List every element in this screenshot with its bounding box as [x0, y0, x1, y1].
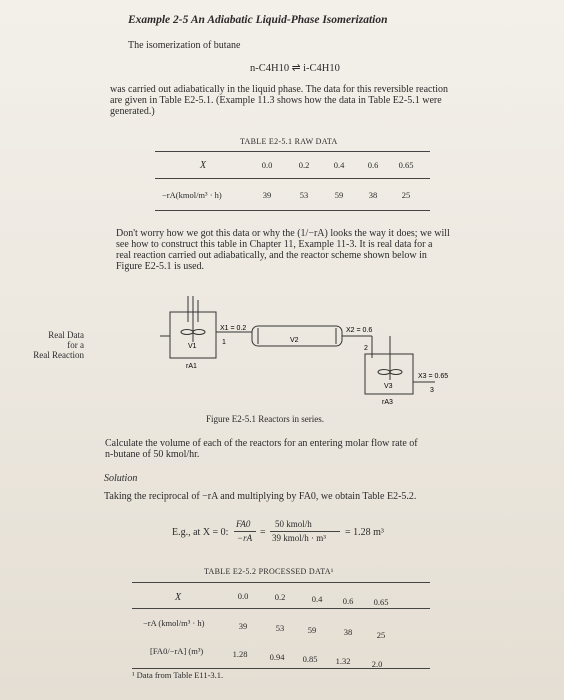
- table2-cell: 1.28: [232, 649, 248, 659]
- table2-cell: 0.85: [302, 654, 318, 664]
- eq-equals: =: [260, 527, 266, 538]
- table1-cell: 38: [368, 190, 378, 200]
- table1-cell: 0.4: [333, 160, 345, 170]
- table2-cell: 0.94: [269, 652, 285, 662]
- equation-prefix: E.g., at X = 0:: [172, 527, 229, 538]
- table2-row2-label: −rA (kmol/m³ · h): [143, 618, 205, 628]
- eq-frac2-num: 50 kmol/h: [275, 519, 312, 529]
- table2-cell: 0.6: [342, 596, 354, 606]
- paragraph-1-line-2: are given in Table E2-5.1. (Example 11.3 shows how the data in Table E2-5.1 were: [110, 95, 442, 106]
- v3-label: V3: [384, 383, 393, 390]
- table2-cell: 1.32: [335, 656, 351, 666]
- paragraph-1: [110, 84, 490, 117]
- table2-cell: 59: [307, 625, 317, 635]
- table2-cell: 2.0: [371, 659, 383, 669]
- node-1-label: 1: [222, 339, 226, 346]
- table1-cell: 0.0: [261, 160, 273, 170]
- margin-note: [24, 330, 84, 360]
- paragraph-2-line-2: see how to construct this table in Chapter 11, Example 11-3. It is real data for a: [116, 239, 433, 250]
- table2-footnote: ¹ Data from Table E11-3.1.: [132, 670, 224, 680]
- reaction-equation: n-C4H10 ⇌ i-C4H10: [250, 63, 340, 74]
- paragraph-2-line-3: real reaction carried out adiabatically, and the reactor scheme shown below in: [116, 250, 427, 261]
- table1-cell: 39: [262, 190, 272, 200]
- margin-note-line-2: for a: [67, 340, 84, 350]
- table1-cell: 0.65: [398, 160, 414, 170]
- eq-frac1-den: −rA: [237, 533, 253, 543]
- cstr-3: [365, 336, 435, 394]
- table1-cell: 25: [401, 190, 411, 200]
- table2-bottom-rule: [132, 668, 430, 669]
- ra3-label: rA3: [382, 399, 393, 406]
- table2-cell: 25: [376, 630, 386, 640]
- table2-cell: 0.2: [274, 592, 286, 602]
- table1-caption: TABLE E2-5.1 RAW DATA: [240, 137, 338, 146]
- paragraph-2: [116, 228, 486, 272]
- table1-top-rule: [155, 151, 430, 152]
- reactor-figure: [160, 292, 480, 412]
- table2-cell: 0.0: [237, 591, 249, 601]
- table2-cell: 53: [275, 623, 285, 633]
- table2-row1-label: X: [175, 592, 182, 603]
- paragraph-3-line-1: Calculate the volume of each of the reactors for an entering molar flow rate of: [105, 438, 418, 449]
- paragraph-2-line-1: Don't worry how we got this data or why the (1/−rA) looks the way it does; we will: [116, 228, 450, 239]
- table2-cell: 0.65: [373, 597, 389, 607]
- table2-top-rule: [132, 582, 430, 583]
- table2-mid-rule: [132, 608, 430, 609]
- margin-note-line-3: Real Reaction: [33, 350, 84, 360]
- margin-note-line-1: Real Data: [48, 330, 84, 340]
- x2-label: X2 = 0.6: [346, 327, 373, 334]
- table1-row2-label: −rA(kmol/m³ · h): [162, 190, 222, 200]
- v2-label: V2: [290, 337, 299, 344]
- table2-row3-label: [FA0/−rA] (m³): [150, 646, 204, 656]
- table1-cell: 0.2: [298, 160, 310, 170]
- table1-cell: 59: [334, 190, 344, 200]
- solution-heading: Solution: [104, 473, 138, 484]
- eq-result: = 1.28 m³: [345, 527, 384, 538]
- figure-caption: Figure E2-5.1 Reactors in series.: [206, 414, 324, 424]
- table1-bottom-rule: [155, 210, 430, 211]
- table2-cell: 38: [343, 627, 353, 637]
- table1-cell: 0.6: [367, 160, 379, 170]
- table1-mid-rule: [155, 178, 430, 179]
- v1-label: V1: [188, 343, 197, 350]
- x3-label: X3 = 0.65: [418, 373, 449, 380]
- paragraph-1-line-1: was carried out adiabatically in the liquid phase. The data for this reversible reaction: [110, 84, 449, 95]
- ra1-label: rA1: [186, 363, 197, 370]
- intro-text: The isomerization of butane: [128, 40, 241, 51]
- table1-row1-label: X: [200, 160, 207, 171]
- table2-cell: 39: [238, 621, 248, 631]
- paragraph-2-line-4: Figure E2-5.1 is used.: [116, 261, 205, 272]
- paragraph-3: [105, 438, 475, 460]
- solution-text: Taking the reciprocal of −rA and multiplying by FA0, we obtain Table E2-5.2.: [104, 491, 417, 502]
- eq-frac2-den: 39 kmol/h · m³: [272, 533, 326, 543]
- paragraph-1-line-3: generated.): [110, 106, 155, 117]
- eq-frac1-num: FA0: [236, 519, 251, 529]
- table2-cell: 0.4: [311, 594, 323, 604]
- x1-label: X1 = 0.2: [220, 325, 247, 332]
- eq-frac1-bar: [234, 531, 256, 532]
- node-3-label: 3: [430, 387, 434, 394]
- node-2-label: 2: [364, 345, 368, 352]
- table2-caption: TABLE E2-5.2 PROCESSED DATA¹: [204, 567, 334, 576]
- example-title: Example 2-5 An Adiabatic Liquid-Phase Isomerization: [128, 14, 388, 26]
- paragraph-3-line-2: n-butane of 50 kmol/hr.: [105, 449, 200, 460]
- table1-cell: 53: [299, 190, 309, 200]
- eq-frac2-bar: [270, 531, 340, 532]
